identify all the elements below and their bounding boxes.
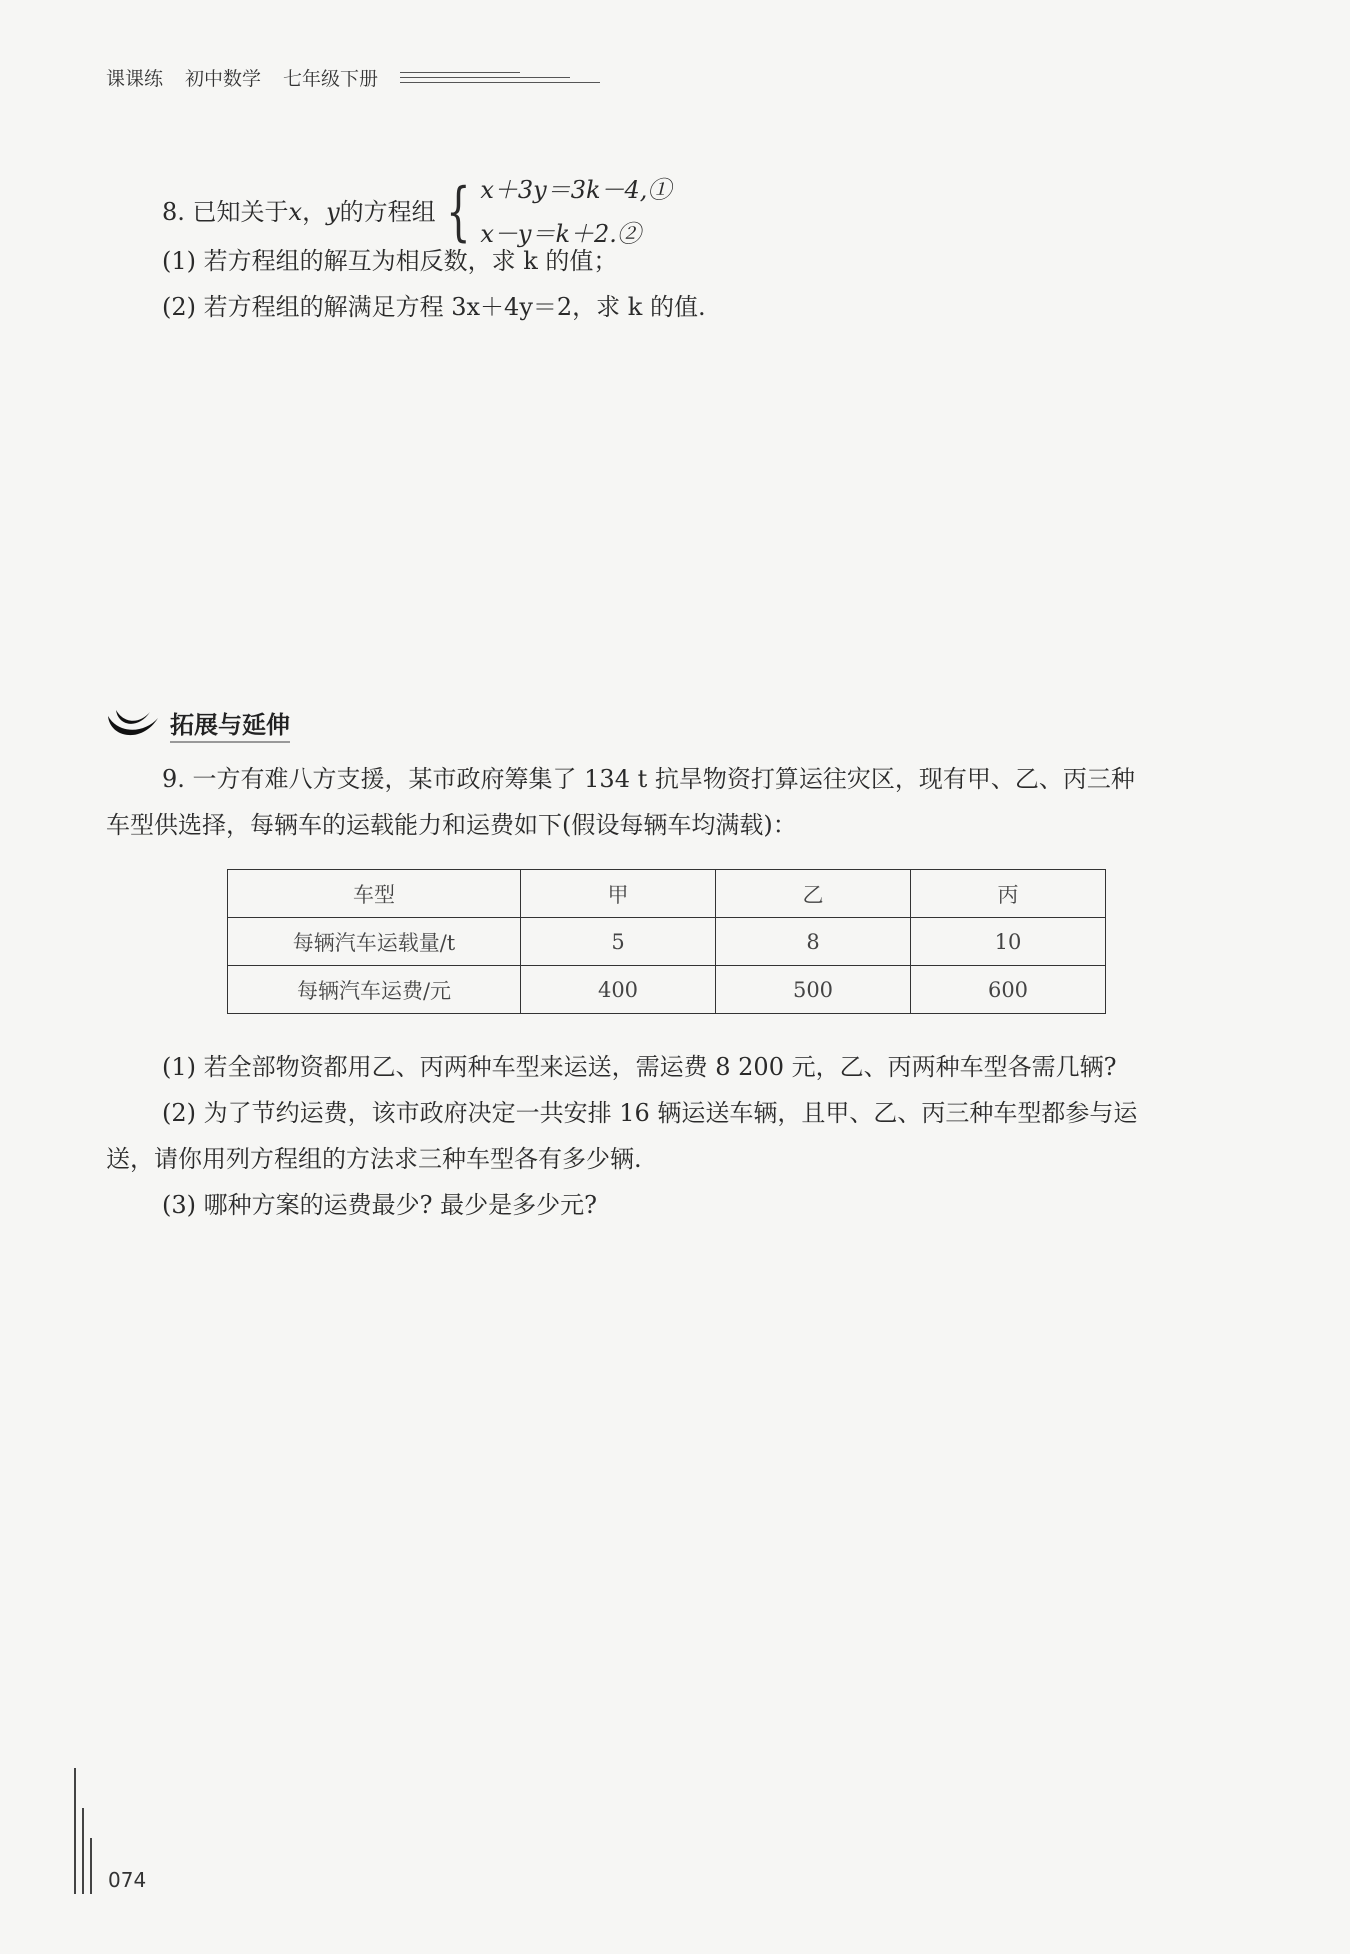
q8-var-y: y bbox=[326, 198, 340, 226]
page-header bbox=[106, 62, 600, 92]
section-title: 拓展与延伸 bbox=[170, 705, 290, 743]
q8-var-x: x bbox=[288, 198, 303, 226]
header-subject: 初中数学 bbox=[185, 67, 262, 90]
section-heading bbox=[104, 702, 290, 746]
swoosh-icon bbox=[104, 702, 162, 746]
header-decoration-lines bbox=[400, 69, 600, 85]
vehicle-table bbox=[227, 869, 1106, 1014]
q9-part1: (1) 若全部物资都用乙、丙两种车型来运送，需运费 8 200 元，乙、丙两种车型各需几辆? bbox=[162, 1053, 1117, 1081]
q9-part2-line1: (2) 为了节约运费，该市政府决定一共安排 16 辆运送车辆，且甲、乙、丙三种车型都参与运 bbox=[162, 1099, 1138, 1127]
table-cell: 400 bbox=[521, 966, 716, 1014]
header-grade: 七年级下册 bbox=[283, 67, 379, 90]
q9-part3: (3) 哪种方案的运费最少? 最少是多少元? bbox=[162, 1191, 597, 1219]
table-cell: 5 bbox=[521, 918, 716, 966]
table-row bbox=[228, 918, 1106, 966]
equation-2: x－y＝k＋2.② bbox=[480, 220, 641, 248]
table-cell: 丙 bbox=[911, 870, 1106, 918]
page-number: 074 bbox=[108, 1868, 147, 1892]
table-cell: 乙 bbox=[716, 870, 911, 918]
table-cell: 甲 bbox=[521, 870, 716, 918]
q8-intro: 8. 已知关于 bbox=[162, 198, 289, 226]
table-row bbox=[228, 966, 1106, 1014]
header-series: 课课练 bbox=[106, 67, 164, 90]
equation-brace: { bbox=[445, 175, 471, 249]
table-cell: 每辆汽车运费/元 bbox=[228, 966, 521, 1014]
q8-part1: (1) 若方程组的解互为相反数，求 k 的值； bbox=[162, 247, 618, 275]
table-cell: 每辆汽车运载量/t bbox=[228, 918, 521, 966]
table-cell: 10 bbox=[911, 918, 1106, 966]
q8-comma: ， bbox=[302, 198, 327, 226]
q9-line1: 9. 一方有难八方支援，某市政府筹集了 134 t 抗旱物资打算运往灾区，现有甲、乙、丙三种 bbox=[162, 765, 1135, 793]
table-cell: 8 bbox=[716, 918, 911, 966]
equation-1: x＋3y＝3k－4,① bbox=[480, 176, 672, 204]
q9-part2-line2: 送，请你用列方程组的方法求三种车型各有多少辆. bbox=[106, 1145, 642, 1173]
table-cell: 500 bbox=[716, 966, 911, 1014]
table-cell: 车型 bbox=[228, 870, 521, 918]
q8-intro-end: 的方程组 bbox=[339, 198, 436, 226]
q8-part2: (2) 若方程组的解满足方程 3x＋4y＝2，求 k 的值. bbox=[162, 293, 706, 321]
table-header-row bbox=[228, 870, 1106, 918]
q9-line2: 车型供选择，每辆车的运载能力和运费如下(假设每辆车均满载)： bbox=[106, 811, 797, 839]
table-cell: 600 bbox=[911, 966, 1106, 1014]
